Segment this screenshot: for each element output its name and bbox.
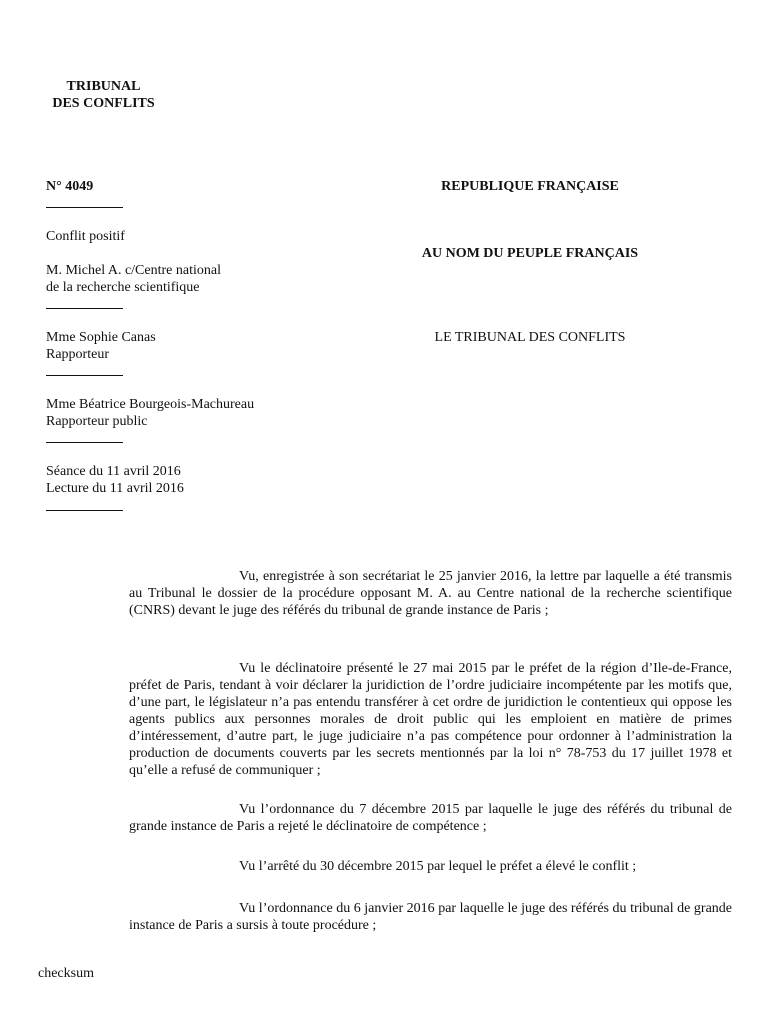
session-date: Séance du 11 avril 2016 [46, 464, 181, 479]
people-heading: AU NOM DU PEUPLE FRANÇAIS [421, 246, 639, 261]
public-rapporteur-name: Mme Béatrice Bourgeois-Machureau [46, 397, 255, 412]
public-rapporteur [46, 396, 254, 430]
divider [46, 375, 123, 376]
rapporteur [46, 329, 156, 363]
paragraph-2: Vu le déclinatoire présenté le 27 mai 2015 par le préfet de la région d’Ile-de-France, préfet de Paris, tendant à voir déclarer la juridiction de l’ordre judiciaire incompétente par les motifs que, d’une part, le législateur n’a pas entendu transférer à cet ordre de juridiction le contentieux qui oppose les agents publics aux personnes morales de droit public qui les emploient en matière de primes d’intéressement, d’autre part, le juge judiciaire n’a pas compétence pour ordonner à l’administration la production de documents couverts par les secrets mentionnés par la loi n° 78-753 du 17 juillet 1978 et qu’elle a refusé de communiquer ; [129, 661, 732, 778]
case-number: N° 4049 [46, 179, 94, 194]
checksum-label: checksum [38, 966, 94, 981]
paragraph-4: Vu l’arrêté du 30 décembre 2015 par lequel le préfet a élevé le conflit ; [239, 859, 637, 874]
paragraph-5: Vu l’ordonnance du 6 janvier 2016 par laquelle le juge des référés du tribunal de grande instance de Paris a sursis à toute procédure ; [129, 901, 732, 933]
rapporteur-role: Rapporteur [46, 347, 109, 362]
tribunal-heading: LE TRIBUNAL DES CONFLITS [434, 330, 626, 345]
case-parties-line2: de la recherche scientifique [46, 280, 200, 295]
rapporteur-name: Mme Sophie Canas [46, 330, 156, 345]
court-heading [46, 78, 161, 112]
court-heading-line1: TRIBUNAL [66, 79, 141, 94]
session-dates [46, 463, 184, 497]
case-parties-line1: M. Michel A. c/Centre national [46, 263, 221, 278]
case-parties [46, 262, 221, 296]
divider [46, 442, 123, 443]
divider [46, 207, 123, 208]
paragraph-3: Vu l’ordonnance du 7 décembre 2015 par laquelle le juge des référés du tribunal de grande instance de Paris a rejeté le déclinatoire de compétence ; [129, 802, 732, 834]
divider [46, 510, 123, 511]
republic-heading: REPUBLIQUE FRANÇAISE [441, 179, 619, 194]
divider [46, 308, 123, 309]
court-heading-line2: DES CONFLITS [52, 96, 155, 111]
reading-date: Lecture du 11 avril 2016 [46, 481, 184, 496]
public-rapporteur-role: Rapporteur public [46, 414, 148, 429]
case-type: Conflit positif [46, 229, 125, 244]
paragraph-1: Vu, enregistrée à son secrétariat le 25 janvier 2016, la lettre par laquelle a été transmis au Tribunal le dossier de la procédure opposant M. A. au Centre national de la recherche scientifique (CNRS) devant le juge des référés du tribunal de grande instance de Paris ; [129, 569, 732, 618]
